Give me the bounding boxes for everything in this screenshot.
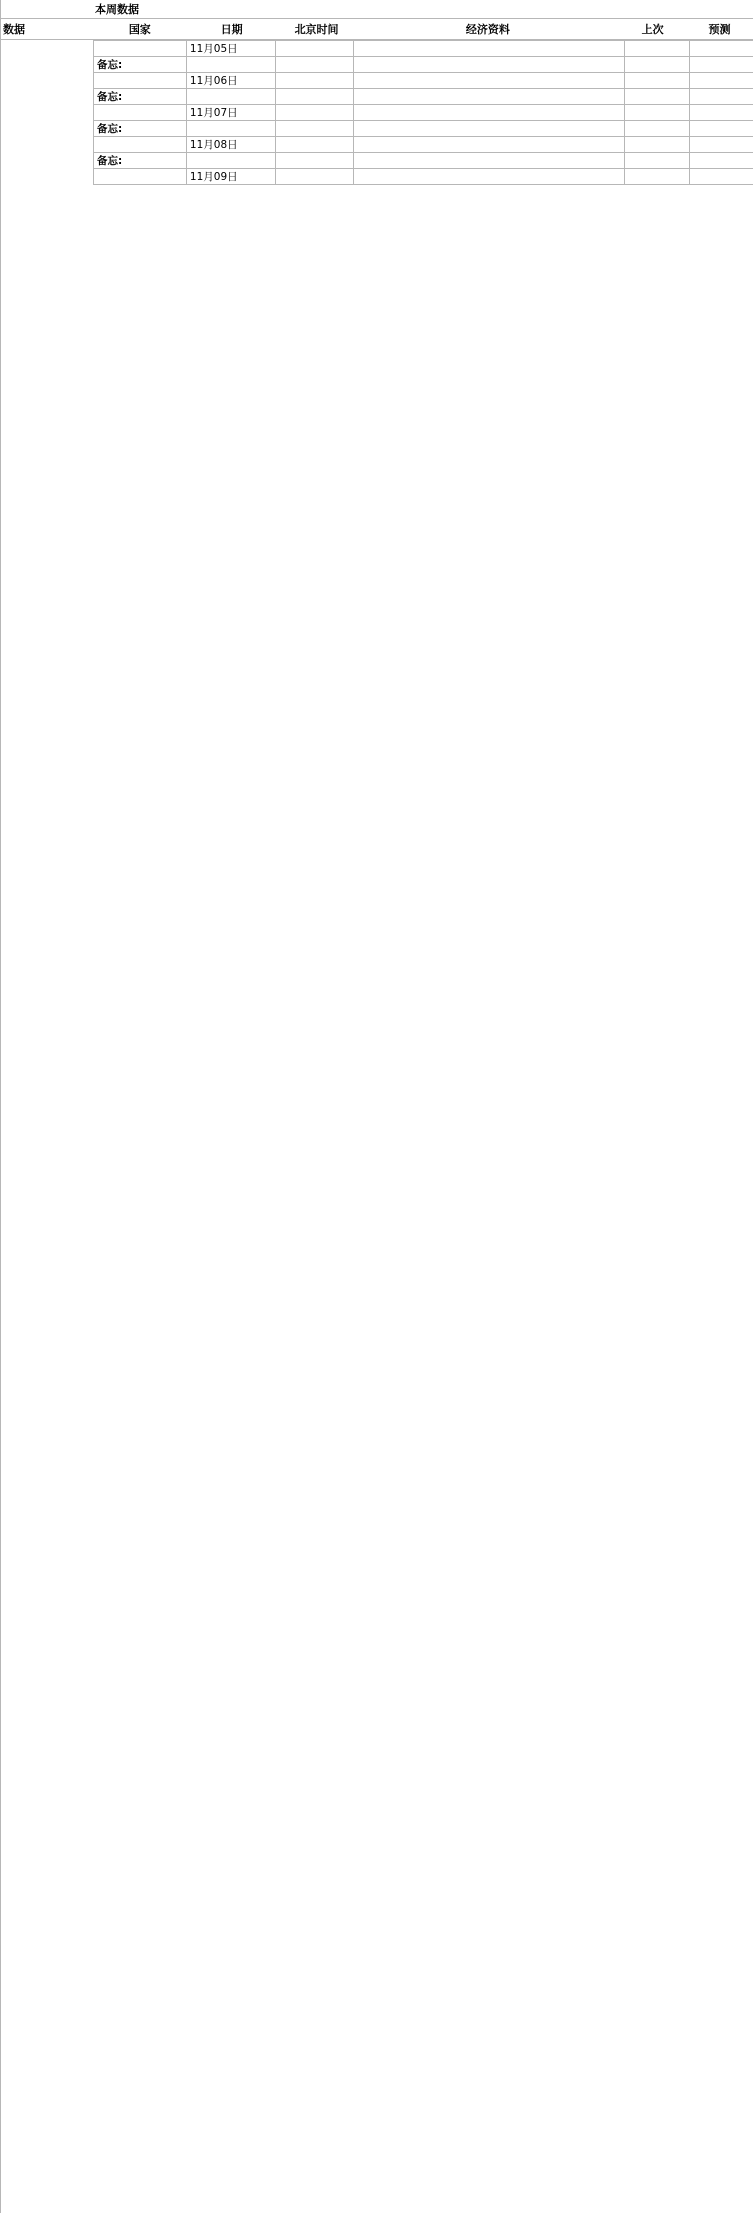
memo-label: 备忘: [94, 57, 187, 73]
side-label: 数据 [3, 23, 25, 36]
date-group-date: 11月05日 [186, 41, 275, 57]
memo-forecast [689, 153, 753, 169]
memo-label: 备忘: [94, 89, 187, 105]
memo-time [275, 153, 353, 169]
date-group-row [94, 169, 753, 185]
memo-row [94, 89, 753, 105]
date-group-empty [353, 137, 624, 153]
date-group-empty [625, 73, 689, 89]
date-group-country [94, 73, 187, 89]
date-group-row [94, 137, 753, 153]
header-country: 国家 [128, 23, 151, 36]
date-group-empty [275, 169, 353, 185]
section-title-row [1, 0, 753, 19]
date-group-date: 11月08日 [186, 137, 275, 153]
memo-previous [625, 121, 689, 137]
section-title: 本周数据 [95, 3, 139, 16]
memo-time [275, 57, 353, 73]
memo-row [94, 153, 753, 169]
date-group-row [94, 105, 753, 121]
header-forecast: 预测 [708, 23, 731, 36]
memo-row [94, 121, 753, 137]
memo-date [186, 153, 275, 169]
date-group-row [94, 73, 753, 89]
table-header-row [1, 19, 753, 40]
memo-previous [625, 89, 689, 105]
date-group-row [94, 41, 753, 57]
memo-forecast [689, 89, 753, 105]
date-group-country [94, 137, 187, 153]
memo-row [94, 57, 753, 73]
memo-forecast [689, 121, 753, 137]
memo-date [186, 89, 275, 105]
date-group-date: 11月06日 [186, 73, 275, 89]
calendar-body [94, 41, 753, 185]
date-group-empty [275, 41, 353, 57]
memo-label: 备忘: [94, 153, 187, 169]
date-group-date: 11月09日 [186, 169, 275, 185]
memo-forecast [689, 57, 753, 73]
header-previous: 上次 [641, 23, 664, 36]
memo-time [275, 121, 353, 137]
memo-date [186, 57, 275, 73]
date-group-empty [689, 41, 753, 57]
memo-text [353, 153, 624, 169]
date-group-empty [689, 73, 753, 89]
calendar-table [93, 40, 753, 185]
date-group-empty [625, 169, 689, 185]
memo-text [353, 89, 624, 105]
memo-text [353, 121, 624, 137]
date-group-empty [689, 105, 753, 121]
memo-text [353, 57, 624, 73]
date-group-empty [353, 41, 624, 57]
memo-previous [625, 57, 689, 73]
memo-label: 备忘: [94, 121, 187, 137]
header-date: 日期 [220, 23, 243, 36]
date-group-country [94, 41, 187, 57]
date-group-country [94, 169, 187, 185]
date-group-empty [625, 105, 689, 121]
date-group-empty [353, 105, 624, 121]
date-group-empty [353, 169, 624, 185]
date-group-empty [275, 73, 353, 89]
date-group-date: 11月07日 [186, 105, 275, 121]
date-group-empty [275, 105, 353, 121]
memo-time [275, 89, 353, 105]
date-group-empty [353, 73, 624, 89]
date-group-empty [689, 169, 753, 185]
date-group-country [94, 105, 187, 121]
date-group-empty [625, 41, 689, 57]
header-time: 北京时间 [294, 23, 339, 36]
memo-previous [625, 153, 689, 169]
date-group-empty [689, 137, 753, 153]
date-group-empty [625, 137, 689, 153]
date-group-empty [275, 137, 353, 153]
header-event: 经济资料 [465, 23, 510, 36]
memo-date [186, 121, 275, 137]
